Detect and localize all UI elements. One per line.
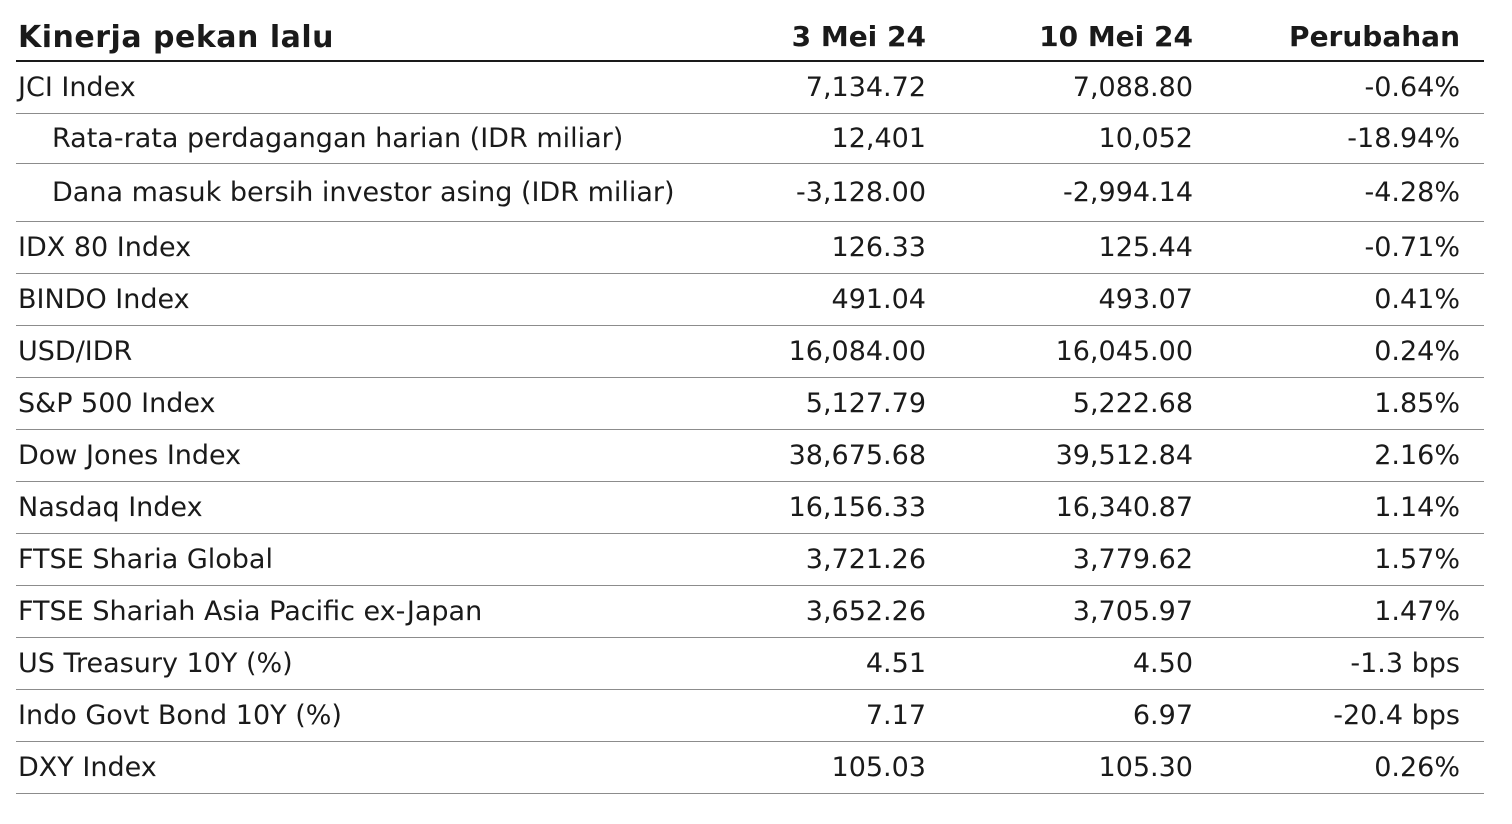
row-value-2: 3,779.62 [1072,544,1193,575]
row-change: -1.3 bps [1350,648,1460,679]
row-change: 1.14% [1374,492,1460,523]
row-value-2: 105.30 [1098,752,1193,783]
row-value-1: 3,652.26 [805,596,926,627]
row-value-2: 6.97 [1132,700,1193,731]
row-value-1: 491.04 [831,284,926,315]
table-row [16,114,1484,164]
table-row [16,586,1484,638]
row-value-2: 39,512.84 [1055,440,1193,471]
row-label: USD/IDR [18,336,133,367]
row-change: -20.4 bps [1333,700,1460,731]
table-row [16,164,1484,222]
row-value-2: 16,045.00 [1055,336,1193,367]
row-label: Indo Govt Bond 10Y (%) [18,700,342,731]
header-change: Perubahan [1289,20,1460,53]
row-value-2: -2,994.14 [1063,177,1193,208]
row-label: Nasdaq Index [18,492,203,523]
row-change: 2.16% [1374,440,1460,471]
table-row [16,742,1484,794]
row-value-1: 3,721.26 [805,544,926,575]
row-label: BINDO Index [18,284,190,315]
row-value-2: 10,052 [1098,123,1193,154]
row-value-1: 16,084.00 [788,336,926,367]
table-title: Kinerja pekan lalu [18,20,334,55]
row-value-1: 16,156.33 [788,492,926,523]
row-label: FTSE Shariah Asia Pacific ex-Japan [18,596,483,627]
header-date-1: 3 Mei 24 [791,20,926,53]
row-change: -0.71% [1364,232,1460,263]
row-value-1: 4.51 [865,648,926,679]
row-label: JCI Index [18,72,136,103]
table-row [16,638,1484,690]
row-value-1: 105.03 [831,752,926,783]
table-row [16,534,1484,586]
table-row [16,430,1484,482]
row-label: Rata-rata perdagangan harian (IDR miliar) [52,123,624,154]
row-value-2: 493.07 [1098,284,1193,315]
row-value-1: 7.17 [865,700,926,731]
header-date-2: 10 Mei 24 [1039,20,1193,53]
row-change: 1.57% [1374,544,1460,575]
row-value-1: 126.33 [831,232,926,263]
table-row [16,326,1484,378]
row-change: 1.47% [1374,596,1460,627]
row-change: 0.41% [1374,284,1460,315]
row-value-1: 5,127.79 [805,388,926,419]
row-label: FTSE Sharia Global [18,544,273,575]
row-value-2: 125.44 [1098,232,1193,263]
table-row [16,690,1484,742]
row-label: Dow Jones Index [18,440,242,471]
table-row [16,62,1484,114]
row-change: -18.94% [1347,123,1460,154]
row-change: 0.26% [1374,752,1460,783]
row-value-1: 38,675.68 [788,440,926,471]
row-value-2: 7,088.80 [1072,72,1193,103]
table-row [16,482,1484,534]
table-row [16,378,1484,430]
row-value-1: 7,134.72 [805,72,926,103]
row-value-2: 5,222.68 [1072,388,1193,419]
row-value-1: -3,128.00 [796,177,926,208]
row-label: Dana masuk bersih investor asing (IDR miliar) [52,177,675,208]
row-value-1: 12,401 [831,123,926,154]
table-header [16,12,1484,62]
row-label: US Treasury 10Y (%) [18,648,293,679]
row-value-2: 4.50 [1132,648,1193,679]
row-label: S&P 500 Index [18,388,216,419]
row-change: -4.28% [1364,177,1460,208]
row-label: IDX 80 Index [18,232,192,263]
table-row [16,222,1484,274]
row-change: 0.24% [1374,336,1460,367]
row-value-2: 16,340.87 [1055,492,1193,523]
table-row [16,274,1484,326]
row-label: DXY Index [18,752,157,783]
row-change: -0.64% [1364,72,1460,103]
performance-table [16,12,1484,794]
row-value-2: 3,705.97 [1072,596,1193,627]
row-change: 1.85% [1374,388,1460,419]
